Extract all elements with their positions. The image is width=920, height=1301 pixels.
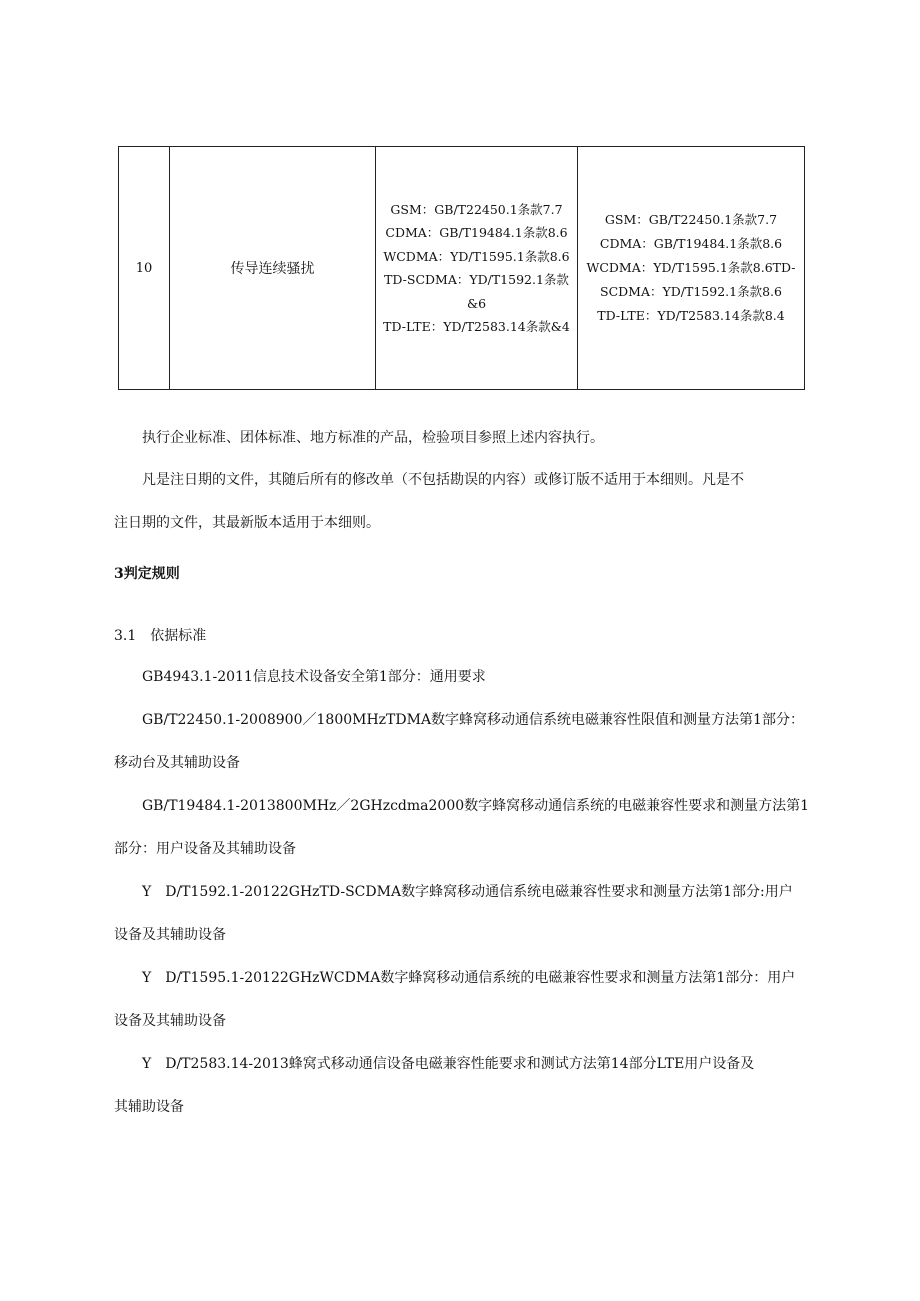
test-item: 传导连续骚扰: [170, 147, 376, 390]
section-heading: 3判定规则: [114, 566, 180, 582]
table-row: [119, 147, 805, 390]
limit-clause: WCDMA：YD/T1595.1条款8.6TD-: [586, 260, 796, 275]
standard-clause: WCDMA：YD/T1595.1条款8.6: [383, 248, 570, 264]
paragraph-dated-documents-cont: 注日期的文件，其最新版本适用于本细则。: [114, 515, 380, 531]
paragraph-dated-documents: 凡是注日期的文件，其随后所有的修改单（不包括勘误的内容）或修订版不适用于本细则。凡是不: [142, 472, 744, 488]
limit-clause: GSM：GB/T22450.1条款7.7: [604, 212, 778, 227]
standard-clauses-cell: [376, 147, 578, 390]
reference-line-cont: 移动台及其辅助设备: [114, 755, 240, 771]
subsection-heading: 3.1 依据标准: [114, 628, 207, 644]
reference-line: GB4943.1-2011信息技术设备安全第1部分：通用要求: [142, 669, 486, 685]
paragraph-enterprise-standards: 执行企业标准、团体标准、地方标准的产品，检验项目参照上述内容执行。: [142, 430, 604, 446]
limit-clause: CDMA：GB/T19484.1条款8.6: [599, 236, 783, 251]
reference-line-cont: 其辅助设备: [114, 1099, 184, 1115]
reference-line: GB/T19484.1-2013800MHz／2GHzcdma2000数字蜂窝移动通信系统的电磁兼容性要求和测量方法第1: [142, 798, 810, 814]
reference-line: Y D/T1595.1-20122GHzWCDMA数字蜂窝移动通信系统的电磁兼容性要求和测量方法第1部分：用户: [142, 970, 796, 986]
standard-clause: CDMA：GB/T19484.1条款8.6: [385, 225, 568, 240]
reference-line-cont: 部分：用户设备及其辅助设备: [114, 841, 296, 857]
standards-table: [118, 146, 805, 390]
reference-line-cont: 设备及其辅助设备: [114, 927, 226, 943]
reference-line-cont: 设备及其辅助设备: [114, 1013, 226, 1029]
standard-clause: &6: [466, 295, 487, 311]
standard-clause: TD-LTE：YD/T2583.14条款&4: [383, 319, 570, 334]
reference-line: Y D/T2583.14-2013蜂窝式移动通信设备电磁兼容性能要求和测试方法第14部分LTE用户设备及: [142, 1056, 755, 1072]
limit-clause: SCDMA：YD/T1592.1条款8.6: [600, 284, 782, 299]
limit-clauses-cell: [578, 147, 805, 390]
reference-line: Y D/T1592.1-20122GHzTD-SCDMA数字蜂窝移动通信系统电磁兼容性要求和测量方法第1部分:用户: [142, 884, 793, 900]
row-number: 10: [119, 147, 170, 390]
standard-clause: GSM：GB/T22450.1条款7.7: [390, 201, 563, 217]
limit-clause: TD-LTE：YD/T2583.14条款8.4: [597, 308, 785, 323]
standard-clause: TD-SCDMA：YD/T1592.1条款: [384, 272, 569, 287]
reference-line: GB/T22450.1-2008900／1800MHzTDMA数字蜂窝移动通信系统电磁兼容性限值和测量方法第1部分：: [142, 712, 804, 728]
